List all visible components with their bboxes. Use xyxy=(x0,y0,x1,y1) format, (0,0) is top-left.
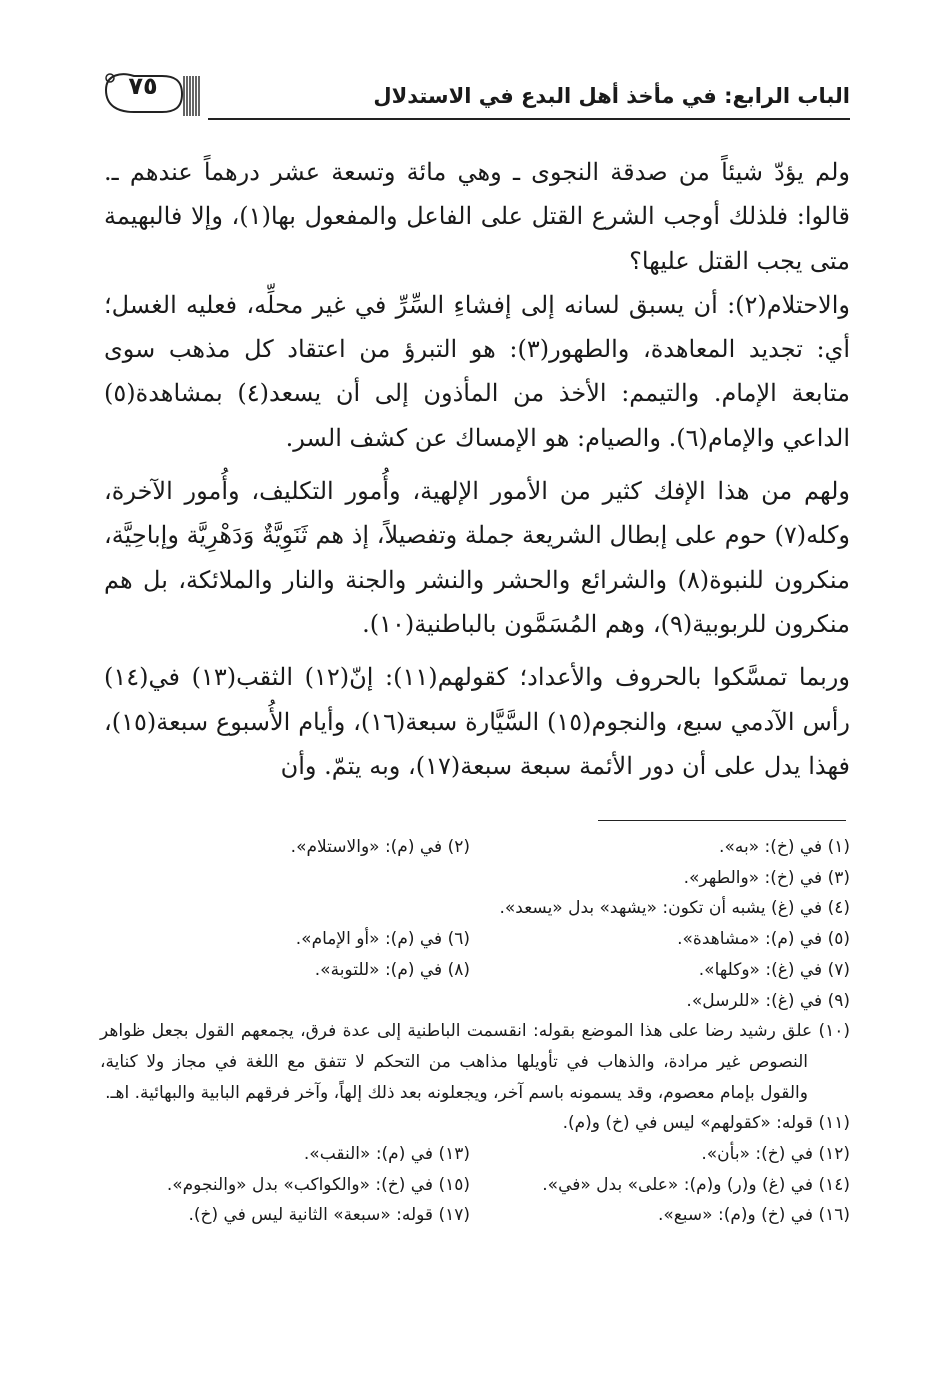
footnote-2: (٢) في (م): «والاستلام». xyxy=(290,837,470,857)
footnote-8: (٨) في (م): «للتوبة». xyxy=(314,959,470,980)
footnote-row xyxy=(100,832,850,863)
running-title: الباب الرابع: في مأخذ أهل البدع في الاستدلال xyxy=(373,84,850,108)
footnote-12: (١٢) في (خ): «بأن». xyxy=(701,1144,850,1165)
header-rule xyxy=(208,118,850,120)
footnote-13: (١٣) في (م): «النقب». xyxy=(303,1144,470,1165)
footnote-row xyxy=(100,1200,850,1231)
footnote-row xyxy=(100,924,850,955)
footnote-row xyxy=(100,893,850,924)
main-text xyxy=(104,150,850,788)
footnote-row xyxy=(100,986,850,1017)
footnote-11: (١١) قوله: «كقولهم» ليس في (خ) و(م). xyxy=(562,1113,850,1134)
footnote-7: (٧) في (غ): «وكلها». xyxy=(698,959,850,980)
footnote-row xyxy=(100,955,850,986)
footnote-14: (١٤) في (غ) و(ر) و(م): «على» بدل «في». xyxy=(542,1174,850,1195)
footnote-5: (٥) في (م): «مشاهدة». xyxy=(677,929,850,950)
footnote-row xyxy=(100,863,850,894)
footnotes xyxy=(100,832,850,1231)
footnote-1: (١) في (خ): «به». xyxy=(719,837,850,857)
footnote-16: (١٦) في (خ) و(م): «سبع». xyxy=(657,1205,850,1226)
paragraph-2: والاحتلام(٢): أن يسبق لسانه إلى إفشاءِ السِّرِّ في غير محلِّه، فعليه الغسل؛ أي: تجديد المعاهدة، والطهور(٣): هو التبرؤ من اعتقاد كل مذهب سوى متابعة الإمام. والتيمم: الأخذ من المأذون إلى أن يسعد(٤) بمشاهدة(٥) الداعي والإمام(٦). والصيام: هو الإمساك عن كشف السر. xyxy=(104,290,850,452)
footnote-15: (١٥) في (خ): «والكواكب» بدل «والنجوم». xyxy=(166,1174,470,1195)
footnote-separator xyxy=(598,820,846,821)
footnote-3: (٣) في (خ): «والطهر». xyxy=(683,867,850,888)
paragraph-4: وربما تمسَّكوا بالحروف والأعداد؛ كقولهم(١١): إنّ(١٢) الثقب(١٣) في(١٤) رأس الآدمي سبع، والنجوم(١٥) السَّيَّارة سبعة(١٦)، وأيام الأُسبوع سبعة(١٥)، فهذا يدل على أن دور الأئمة سبعة سبعة(١٧)، وبه يتمّ. وأن xyxy=(104,663,850,780)
footnote-17: (١٧) قوله: «سبعة» الثانية ليس في (خ). xyxy=(188,1205,470,1226)
footnote-9: (٩) في (غ): «للرسل». xyxy=(686,990,850,1011)
footnote-4: (٤) في (غ) يشبه أن تكون: «يشهد» بدل «يسعد». xyxy=(499,898,850,919)
page-header xyxy=(100,62,850,132)
page-number: ٧٥ xyxy=(128,72,158,100)
footnote-10: (١٠) علق رشيد رضا على هذا الموضع بقوله: انقسمت الباطنية إلى عدة فرق، يجمعهم القول بجعل ظواهر النصوص غير مرادة، والذهاب في تأويلها مذاهب من التحكم لا تتفق مع اللغة في مجاز ولا كناية، والقول بإمام معصوم، وقد يسمونه باسم آخر، ويجعلونه بعد ذلك إلهاً، وآخر فرقهم البابية والبهائية. اهـ. xyxy=(100,1021,850,1103)
footnote-row xyxy=(100,1108,850,1139)
paragraph-1: ولم يؤدّ شيئاً من صدقة النجوى ـ وهي مائة وتسعة عشر درهماً عندهم ـ. قالوا: فلذلك أوجب الشرع القتل على الفاعل والمفعول بها(١)، وإلا فالبهيمة متى يجب القتل عليها؟ xyxy=(104,158,851,275)
footnote-row xyxy=(100,1139,850,1170)
paragraph-3: ولهم من هذا الإفك كثير من الأمور الإلهية، وأُمور التكليف، وأُمور الآخرة، وكله(٧) حوم على إبطال الشريعة جملة وتفصيلاً، إذ هم ثَنَوِيَّةٌ وَدَهْرِيَّة وإباحِيَّة، منكرون للنبوة(٨) والشرائع والحشر والنشر والجنة والنار والملائكة، بل هم منكرون للربوبية(٩)، وهم المُسَمَّون بالباطنية(١٠). xyxy=(104,477,850,638)
footnote-row xyxy=(100,1170,850,1201)
footnote-6: (٦) في (م): «أو الإمام». xyxy=(295,929,470,950)
